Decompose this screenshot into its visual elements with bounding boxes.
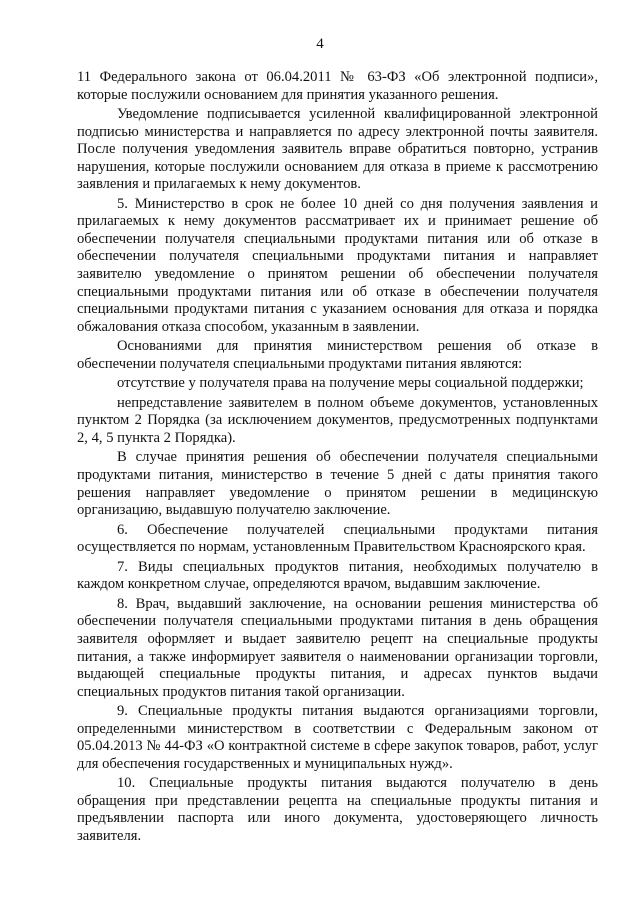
paragraph-ground-2: непредставление заявителем в полном объеме документов, установленных пунктом 2 Порядка (за исключением документов, предусмотренных подпунктами 2, 4, 5 пункта 2 Порядка). — [77, 394, 598, 446]
paragraph-item-10: 10. Специальные продукты питания выдаются получателю в день обращения при представлении рецепта на специальные продукты питания и предъявлении паспорта или иного документа, удостоверяющего личность заявителя. — [77, 775, 598, 844]
paragraph-refusal-grounds: Основаниями для принятия министерством решения об отказе в обеспечении получателя специальными продуктами питания являются: — [77, 338, 598, 372]
paragraph-item-9: 9. Специальные продукты питания выдаются организациями торговли, определенными министерством в соответствии с Федеральным законом от 05.04.2013 № 44-ФЗ «О контрактной системе в сфере закупок товаров, работ, услуг для обеспечения государственных и муниципальных нужд». — [77, 703, 598, 772]
paragraph-item-8: 8. Врач, выдавший заключение, на основании решения министерства об обеспечении получателя специальными продуктами питания в день обращения заявителя оформляет и выдает заявителю рецепт на специальные продукты питания, а также информирует заявителя о наименовании организации торговли, выдающей специальные продукты питания, и адресах пунктов выдачи специальных продуктов питания такой организации. — [77, 595, 598, 700]
paragraph-item-6: 6. Обеспечение получателей специальными продуктами питания осуществляется по нормам, установленным Правительством Красноярского края. — [77, 521, 598, 556]
paragraph-item-7: 7. Виды специальных продуктов питания, необходимых получателю в каждом конкретном случае, определяются врачом, выдавшим заключение. — [77, 558, 598, 593]
paragraph-continuation: 11 Федерального закона от 06.04.2011 № 63-ФЗ «Об электронной подписи», которые послужили основанием для принятия указанного решения. — [77, 69, 598, 103]
paragraph-ground-1: отсутствие у получателя права на получение меры социальной поддержки; — [117, 375, 584, 392]
paragraph-notification: Уведомление подписывается усиленной квалифицированной электронной подписью министерства и направляется по адресу электронной почты заявителя. После получения уведомления заявитель вправе обратиться повторно, устранив нарушения, которые послужили основанием для отказа в приеме к рассмотрению заявления и прилагаемых к нему документов. — [77, 106, 598, 193]
document-body — [77, 69, 598, 848]
page-number: 4 — [316, 36, 324, 52]
paragraph-item-5: 5. Министерство в срок не более 10 дней со дня получения заявления и прилагаемых к нему документов рассматривает их и принимает решение об обеспечении получателя специальными продуктами питания или об отказе в обеспечении получателя специальными продуктами питания и направляет заявителю уведомление о принятом решении об обеспечении получателя специальными продуктами питания или об отказе в обеспечении получателя специальными продуктами питания с указанием основания для отказа и порядка обжалования отказа способом, указанным в заявлении. — [77, 195, 598, 335]
paragraph-decision-notice: В случае принятия решения об обеспечении получателя специальными продуктами питания, министерство в течение 5 дней с даты принятия такого решения направляет уведомление о принятом решении в медицинскую организацию, выдавшую получателю заключение. — [77, 449, 598, 519]
